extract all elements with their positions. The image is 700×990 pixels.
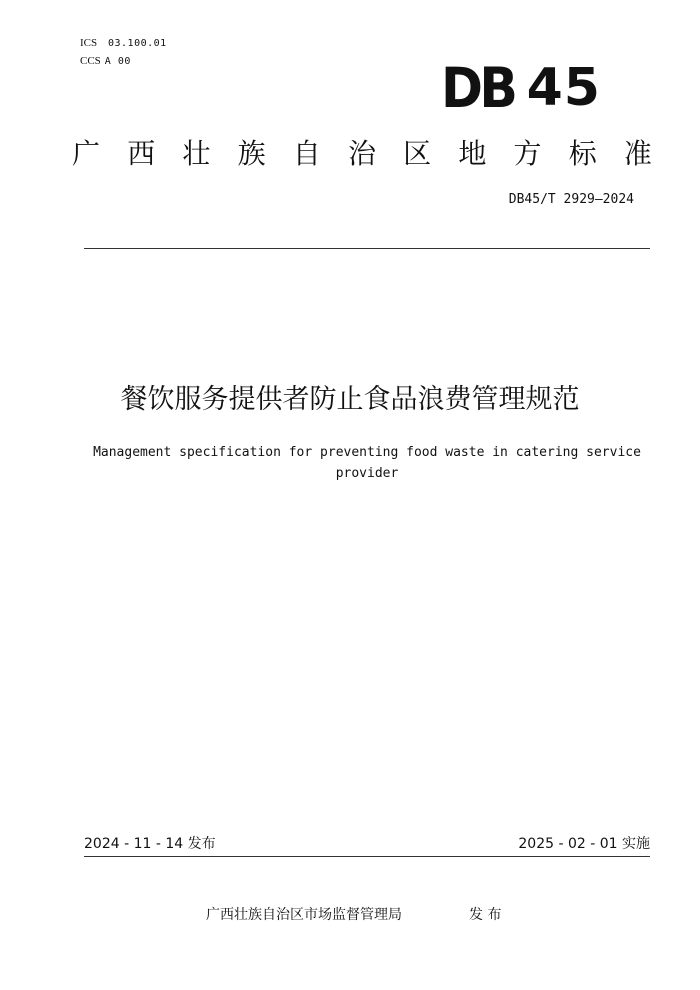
standard-title-char: 西 (127, 137, 156, 170)
logo-region-number: 45 (526, 58, 601, 118)
top-divider (84, 248, 650, 249)
standard-title-char: 方 (513, 137, 542, 170)
standard-title-char: 准 (623, 137, 652, 170)
db45-logo (441, 56, 601, 120)
issue-date: 2024 - 11 - 14 发布 (84, 836, 216, 852)
standard-title-char: 治 (347, 137, 376, 170)
effective-date: 2025 - 02 - 01 实施 (518, 836, 650, 852)
logo-db-text: DB (441, 56, 515, 120)
publisher-name: 广西壮族自治区市场监督管理局 (206, 907, 402, 923)
ccs-label: CCS (80, 55, 101, 67)
standard-title-char: 地 (458, 137, 487, 170)
standard-title-char: 自 (292, 137, 321, 170)
ccs-value: A 00 (104, 56, 131, 67)
ics-value: 03.100.01 (108, 38, 167, 49)
ics-label: ICS (80, 37, 98, 49)
bottom-divider (84, 856, 650, 857)
standard-title-char: 标 (568, 137, 597, 170)
document-title-chinese: 餐饮服务提供者防止食品浪费管理规范 (120, 384, 580, 415)
standard-title-char: 壮 (182, 137, 211, 170)
ics-row (80, 34, 167, 52)
standard-category-title (72, 134, 652, 174)
document-title-english: Management specification for preventing food waste in catering service provider (93, 445, 641, 481)
publisher-action: 发 布 (469, 907, 502, 923)
classification-codes (80, 34, 167, 70)
standard-number: DB45/T 2929—2024 (508, 192, 634, 207)
standard-title-char: 区 (403, 137, 432, 170)
ccs-row (80, 52, 167, 70)
standard-title-char: 广 (72, 137, 101, 170)
standard-title-char: 族 (237, 137, 266, 170)
